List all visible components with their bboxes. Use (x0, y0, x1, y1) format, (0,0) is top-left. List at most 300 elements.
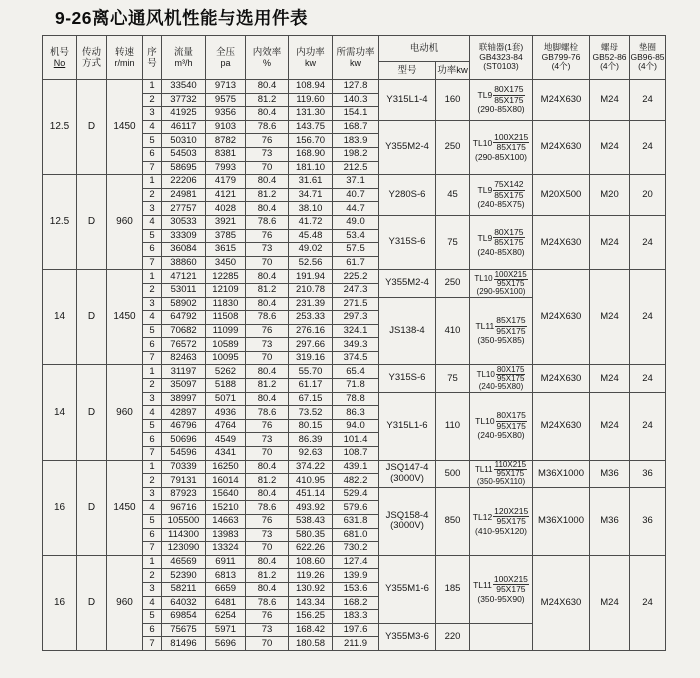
required-power-cell: 40.7 (333, 188, 379, 202)
inner-power-cell: 108.60 (289, 555, 333, 569)
seq-cell: 4 (143, 501, 162, 515)
required-power-cell: 139.9 (333, 569, 379, 583)
pressure-cell: 3785 (206, 229, 246, 243)
flow-cell: 33540 (162, 80, 206, 94)
efficiency-cell: 76 (246, 610, 289, 624)
pressure-cell: 6254 (206, 610, 246, 624)
required-power-cell: 37.1 (333, 175, 379, 189)
drive-cell: D (77, 175, 107, 270)
flow-cell: 79131 (162, 474, 206, 488)
header-motor: 电动机 (379, 36, 470, 62)
flow-cell: 46796 (162, 419, 206, 433)
required-power-cell: 225.2 (333, 270, 379, 284)
seq-cell: 6 (143, 243, 162, 257)
efficiency-cell: 76 (246, 134, 289, 148)
inner-power-cell: 31.61 (289, 175, 333, 189)
flow-cell: 58902 (162, 297, 206, 311)
coupling-cell: TL10 $\frac{100X215}{85X175}$ (290-85X100) (470, 120, 533, 174)
speed-cell: 960 (107, 555, 143, 650)
header-drive: 传动 方式 (77, 36, 107, 80)
inner-power-cell: 130.92 (289, 582, 333, 596)
required-power-cell: 71.8 (333, 379, 379, 393)
washer-cell: 24 (630, 365, 666, 392)
pressure-cell: 5071 (206, 392, 246, 406)
motor-power-cell: 75 (436, 215, 470, 269)
seq-cell: 7 (143, 447, 162, 461)
anchor-bolt-cell: M36X1000 (533, 487, 590, 555)
pressure-cell: 3450 (206, 256, 246, 270)
seq-cell: 6 (143, 433, 162, 447)
pressure-cell: 5971 (206, 623, 246, 637)
inner-power-cell: 119.60 (289, 93, 333, 107)
header-efficiency: 内效率 % (246, 36, 289, 80)
anchor-bolt-cell: M24X630 (533, 215, 590, 269)
speed-cell: 960 (107, 365, 143, 460)
pressure-cell: 4028 (206, 202, 246, 216)
washer-cell: 24 (630, 555, 666, 650)
motor-model-cell: JSQ147-4 (3000V) (379, 460, 436, 487)
anchor-bolt-cell: M24X630 (533, 120, 590, 174)
required-power-cell: 49.0 (333, 215, 379, 229)
motor-power-cell: 110 (436, 392, 470, 460)
drive-cell: D (77, 270, 107, 365)
efficiency-cell: 78.6 (246, 215, 289, 229)
efficiency-cell: 73 (246, 147, 289, 161)
motor-model-cell: JS138-4 (379, 297, 436, 365)
motor-model-cell: Y355M1-6 (379, 555, 436, 623)
inner-power-cell: 410.95 (289, 474, 333, 488)
coupling-cell: TL10 $\frac{80X175}{95X175}$ (240-95X80) (470, 365, 533, 392)
efficiency-cell: 80.4 (246, 555, 289, 569)
motor-power-cell: 850 (436, 487, 470, 555)
required-power-cell: 57.5 (333, 243, 379, 257)
machine-no-cell: 16 (43, 555, 77, 650)
seq-cell: 7 (143, 256, 162, 270)
motor-power-cell: 250 (436, 120, 470, 174)
washer-cell: 24 (630, 392, 666, 460)
washer-cell: 36 (630, 487, 666, 555)
required-power-cell: 168.2 (333, 596, 379, 610)
motor-model-cell: JSQ158-4 (3000V) (379, 487, 436, 555)
flow-cell: 31197 (162, 365, 206, 379)
flow-cell: 50310 (162, 134, 206, 148)
header-motor-model: 型号 (379, 62, 436, 80)
table-row (43, 175, 666, 189)
required-power-cell: 53.4 (333, 229, 379, 243)
seq-cell: 5 (143, 419, 162, 433)
efficiency-cell: 81.2 (246, 569, 289, 583)
required-power-cell: 482.2 (333, 474, 379, 488)
inner-power-cell: 231.39 (289, 297, 333, 311)
efficiency-cell: 73 (246, 623, 289, 637)
efficiency-cell: 80.4 (246, 487, 289, 501)
seq-cell: 1 (143, 555, 162, 569)
pressure-cell: 5188 (206, 379, 246, 393)
flow-cell: 35097 (162, 379, 206, 393)
inner-power-cell: 180.58 (289, 637, 333, 651)
efficiency-cell: 73 (246, 338, 289, 352)
table-body (43, 80, 666, 651)
pressure-cell: 4341 (206, 447, 246, 461)
efficiency-cell: 81.2 (246, 283, 289, 297)
anchor-bolt-cell: M24X630 (533, 365, 590, 392)
efficiency-cell: 80.4 (246, 297, 289, 311)
required-power-cell: 108.7 (333, 447, 379, 461)
required-power-cell: 374.5 (333, 351, 379, 365)
required-power-cell: 183.9 (333, 134, 379, 148)
washer-cell: 24 (630, 120, 666, 174)
pressure-cell: 4179 (206, 175, 246, 189)
pressure-cell: 11830 (206, 297, 246, 311)
washer-cell: 24 (630, 215, 666, 269)
pressure-cell: 9713 (206, 80, 246, 94)
inner-power-cell: 181.10 (289, 161, 333, 175)
speed-cell: 1450 (107, 460, 143, 555)
efficiency-cell: 81.2 (246, 188, 289, 202)
anchor-bolt-cell: M24X630 (533, 555, 590, 650)
inner-power-cell: 493.92 (289, 501, 333, 515)
required-power-cell: 247.3 (333, 283, 379, 297)
pressure-cell: 10589 (206, 338, 246, 352)
required-power-cell: 127.8 (333, 80, 379, 94)
flow-cell: 75675 (162, 623, 206, 637)
flow-cell: 24981 (162, 188, 206, 202)
pressure-cell: 8782 (206, 134, 246, 148)
required-power-cell: 529.4 (333, 487, 379, 501)
seq-cell: 3 (143, 107, 162, 121)
seq-cell: 5 (143, 229, 162, 243)
flow-cell: 70339 (162, 460, 206, 474)
flow-cell: 64792 (162, 311, 206, 325)
coupling-cell: TL12 $\frac{120X215}{95X175}$ (410-95X120) (470, 487, 533, 555)
inner-power-cell: 210.78 (289, 283, 333, 297)
required-power-cell: 65.4 (333, 365, 379, 379)
required-power-cell: 183.3 (333, 610, 379, 624)
efficiency-cell: 76 (246, 324, 289, 338)
efficiency-cell: 78.6 (246, 406, 289, 420)
seq-cell: 3 (143, 487, 162, 501)
flow-cell: 36084 (162, 243, 206, 257)
inner-power-cell: 297.66 (289, 338, 333, 352)
flow-cell: 52390 (162, 569, 206, 583)
efficiency-cell: 81.2 (246, 93, 289, 107)
nut-cell: M24 (590, 270, 630, 365)
flow-cell: 38860 (162, 256, 206, 270)
flow-cell: 22206 (162, 175, 206, 189)
header-washer: 垫圈 GB96-85 (4个) (630, 36, 666, 80)
efficiency-cell: 76 (246, 229, 289, 243)
inner-power-cell: 73.52 (289, 406, 333, 420)
nut-cell: M24 (590, 555, 630, 650)
inner-power-cell: 131.30 (289, 107, 333, 121)
required-power-cell: 61.7 (333, 256, 379, 270)
efficiency-cell: 80.4 (246, 107, 289, 121)
drive-cell: D (77, 365, 107, 460)
efficiency-cell: 80.4 (246, 202, 289, 216)
motor-power-cell: 410 (436, 297, 470, 365)
inner-power-cell: 374.22 (289, 460, 333, 474)
pressure-cell: 9356 (206, 107, 246, 121)
pressure-cell: 12285 (206, 270, 246, 284)
seq-cell: 6 (143, 147, 162, 161)
required-power-cell: 140.3 (333, 93, 379, 107)
anchor-bolt-cell: M24X630 (533, 270, 590, 365)
seq-cell: 2 (143, 474, 162, 488)
speed-cell: 960 (107, 175, 143, 270)
seq-cell: 7 (143, 351, 162, 365)
required-power-cell: 127.4 (333, 555, 379, 569)
pressure-cell: 5262 (206, 365, 246, 379)
inner-power-cell: 143.34 (289, 596, 333, 610)
required-power-cell: 349.3 (333, 338, 379, 352)
drive-cell: D (77, 80, 107, 175)
inner-power-cell: 168.42 (289, 623, 333, 637)
pressure-cell: 16014 (206, 474, 246, 488)
speed-cell: 1450 (107, 80, 143, 175)
table-row (43, 555, 666, 569)
inner-power-cell: 156.70 (289, 134, 333, 148)
pressure-cell: 15210 (206, 501, 246, 515)
machine-no-cell: 16 (43, 460, 77, 555)
pressure-cell: 4549 (206, 433, 246, 447)
motor-model-cell: Y315L1-4 (379, 80, 436, 121)
nut-cell: M24 (590, 392, 630, 460)
efficiency-cell: 80.4 (246, 460, 289, 474)
inner-power-cell: 451.14 (289, 487, 333, 501)
flow-cell: 82463 (162, 351, 206, 365)
inner-power-cell: 168.90 (289, 147, 333, 161)
header-nut: 螺母 GB52-86 (4个) (590, 36, 630, 80)
seq-cell: 5 (143, 134, 162, 148)
efficiency-cell: 80.4 (246, 270, 289, 284)
motor-model-cell: Y280S-6 (379, 175, 436, 216)
efficiency-cell: 73 (246, 433, 289, 447)
efficiency-cell: 81.2 (246, 379, 289, 393)
pressure-cell: 5696 (206, 637, 246, 651)
motor-model-cell: Y355M2-4 (379, 120, 436, 174)
inner-power-cell: 49.02 (289, 243, 333, 257)
pressure-cell: 4936 (206, 406, 246, 420)
header-inner-power: 内功率 kw (289, 36, 333, 80)
efficiency-cell: 76 (246, 515, 289, 529)
pressure-cell: 11099 (206, 324, 246, 338)
pressure-cell: 12109 (206, 283, 246, 297)
efficiency-cell: 70 (246, 542, 289, 556)
inner-power-cell: 41.72 (289, 215, 333, 229)
machine-no-cell: 12.5 (43, 80, 77, 175)
pressure-cell: 13324 (206, 542, 246, 556)
inner-power-cell: 55.70 (289, 365, 333, 379)
seq-cell: 4 (143, 215, 162, 229)
anchor-bolt-cell: M20X500 (533, 175, 590, 216)
seq-cell: 5 (143, 324, 162, 338)
flow-cell: 33309 (162, 229, 206, 243)
required-power-cell: 579.6 (333, 501, 379, 515)
header-seq: 序 号 (143, 36, 162, 80)
machine-no-cell: 14 (43, 270, 77, 365)
pressure-cell: 3615 (206, 243, 246, 257)
nut-cell: M24 (590, 365, 630, 392)
pressure-cell: 4764 (206, 419, 246, 433)
efficiency-cell: 80.4 (246, 175, 289, 189)
flow-cell: 27757 (162, 202, 206, 216)
inner-power-cell: 52.56 (289, 256, 333, 270)
inner-power-cell: 38.10 (289, 202, 333, 216)
motor-power-cell: 220 (436, 623, 470, 650)
inner-power-cell: 143.75 (289, 120, 333, 134)
seq-cell: 7 (143, 637, 162, 651)
motor-power-cell: 75 (436, 365, 470, 392)
required-power-cell: 86.3 (333, 406, 379, 420)
table-header (43, 36, 666, 80)
motor-model-cell: Y315S-6 (379, 215, 436, 269)
speed-cell: 1450 (107, 270, 143, 365)
required-power-cell: 681.0 (333, 528, 379, 542)
seq-cell: 7 (143, 161, 162, 175)
pressure-cell: 6813 (206, 569, 246, 583)
flow-cell: 54596 (162, 447, 206, 461)
required-power-cell: 324.1 (333, 324, 379, 338)
seq-cell: 1 (143, 270, 162, 284)
seq-cell: 1 (143, 80, 162, 94)
inner-power-cell: 86.39 (289, 433, 333, 447)
seq-cell: 4 (143, 596, 162, 610)
required-power-cell: 211.9 (333, 637, 379, 651)
flow-cell: 53011 (162, 283, 206, 297)
motor-model-cell: Y315L1-6 (379, 392, 436, 460)
flow-cell: 46569 (162, 555, 206, 569)
inner-power-cell: 92.63 (289, 447, 333, 461)
washer-cell: 24 (630, 270, 666, 365)
required-power-cell: 153.6 (333, 582, 379, 596)
efficiency-cell: 80.4 (246, 80, 289, 94)
inner-power-cell: 108.94 (289, 80, 333, 94)
pressure-cell: 6911 (206, 555, 246, 569)
pressure-cell: 9575 (206, 93, 246, 107)
efficiency-cell: 81.2 (246, 474, 289, 488)
flow-cell: 114300 (162, 528, 206, 542)
coupling-cell: TL10 $\frac{100X215}{95X175}$ (290-95X100) (470, 270, 533, 297)
inner-power-cell: 67.15 (289, 392, 333, 406)
efficiency-cell: 70 (246, 637, 289, 651)
nut-cell: M36 (590, 487, 630, 555)
flow-cell: 54503 (162, 147, 206, 161)
required-power-cell: 197.6 (333, 623, 379, 637)
seq-cell: 2 (143, 93, 162, 107)
required-power-cell: 168.7 (333, 120, 379, 134)
flow-cell: 37732 (162, 93, 206, 107)
nut-cell: M20 (590, 175, 630, 216)
required-power-cell: 78.8 (333, 392, 379, 406)
drive-cell: D (77, 460, 107, 555)
coupling-cell: TL10 $\frac{80X175}{95X175}$ (240-95X80) (470, 392, 533, 460)
motor-model-cell: Y315S-6 (379, 365, 436, 392)
inner-power-cell: 191.94 (289, 270, 333, 284)
seq-cell: 6 (143, 528, 162, 542)
seq-cell: 3 (143, 297, 162, 311)
motor-power-cell: 185 (436, 555, 470, 623)
inner-power-cell: 538.43 (289, 515, 333, 529)
flow-cell: 46117 (162, 120, 206, 134)
anchor-bolt-cell: M24X630 (533, 392, 590, 460)
inner-power-cell: 319.16 (289, 351, 333, 365)
pressure-cell: 10095 (206, 351, 246, 365)
inner-power-cell: 622.26 (289, 542, 333, 556)
flow-cell: 30533 (162, 215, 206, 229)
header-speed: 转速 r/min (107, 36, 143, 80)
motor-power-cell: 45 (436, 175, 470, 216)
seq-cell: 6 (143, 623, 162, 637)
pressure-cell: 14663 (206, 515, 246, 529)
machine-no-cell: 14 (43, 365, 77, 460)
required-power-cell: 297.3 (333, 311, 379, 325)
seq-cell: 3 (143, 582, 162, 596)
nut-cell: M24 (590, 120, 630, 174)
motor-model-cell: Y355M2-4 (379, 270, 436, 297)
flow-cell: 87923 (162, 487, 206, 501)
fan-performance-table (42, 35, 666, 651)
efficiency-cell: 78.6 (246, 120, 289, 134)
pressure-cell: 4121 (206, 188, 246, 202)
inner-power-cell: 156.25 (289, 610, 333, 624)
motor-power-cell: 500 (436, 460, 470, 487)
efficiency-cell: 73 (246, 528, 289, 542)
pressure-cell: 8381 (206, 147, 246, 161)
pressure-cell: 7993 (206, 161, 246, 175)
motor-power-cell: 250 (436, 270, 470, 297)
seq-cell: 1 (143, 365, 162, 379)
required-power-cell: 44.7 (333, 202, 379, 216)
coupling-cell: TL9 $\frac{75X142}{85X175}$ (240-85X75) (470, 175, 533, 216)
efficiency-cell: 78.6 (246, 311, 289, 325)
flow-cell: 41925 (162, 107, 206, 121)
header-machine-no: 机号 No (43, 36, 77, 80)
required-power-cell: 730.2 (333, 542, 379, 556)
motor-power-cell: 160 (436, 80, 470, 121)
header-flow: 流量 m³/h (162, 36, 206, 80)
pressure-cell: 16250 (206, 460, 246, 474)
seq-cell: 1 (143, 175, 162, 189)
inner-power-cell: 276.16 (289, 324, 333, 338)
required-power-cell: 212.5 (333, 161, 379, 175)
required-power-cell: 94.0 (333, 419, 379, 433)
flow-cell: 105500 (162, 515, 206, 529)
motor-model-cell: Y355M3-6 (379, 623, 436, 650)
pressure-cell: 11508 (206, 311, 246, 325)
seq-cell: 5 (143, 610, 162, 624)
flow-cell: 76572 (162, 338, 206, 352)
efficiency-cell: 76 (246, 419, 289, 433)
pressure-cell: 6659 (206, 582, 246, 596)
efficiency-cell: 73 (246, 243, 289, 257)
efficiency-cell: 80.4 (246, 392, 289, 406)
nut-cell: M24 (590, 80, 630, 121)
pressure-cell: 9103 (206, 120, 246, 134)
efficiency-cell: 80.4 (246, 582, 289, 596)
flow-cell: 64032 (162, 596, 206, 610)
header-required-power: 所需功率 kw (333, 36, 379, 80)
required-power-cell: 271.5 (333, 297, 379, 311)
header-motor-power: 功率kw (436, 62, 470, 80)
inner-power-cell: 580.35 (289, 528, 333, 542)
coupling-cell: TL11 $\frac{100X215}{95X175}$ (350-95X90) (470, 555, 533, 623)
efficiency-cell: 70 (246, 256, 289, 270)
flow-cell: 50696 (162, 433, 206, 447)
washer-cell: 36 (630, 460, 666, 487)
table-row (43, 365, 666, 379)
flow-cell: 123090 (162, 542, 206, 556)
flow-cell: 58695 (162, 161, 206, 175)
